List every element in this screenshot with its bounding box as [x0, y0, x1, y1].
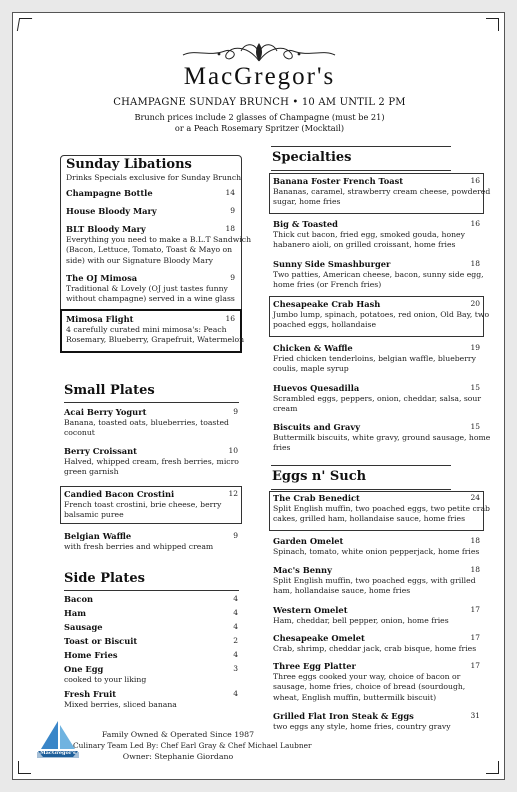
libations-title: Sunday Libations [66, 157, 192, 172]
corner-ornament [18, 761, 31, 774]
menu-item-name: Big & Toasted [273, 219, 338, 229]
restaurant-name: MacGregor's [183, 63, 336, 90]
menu-item-desc: Banana, toasted oats, blueberries, toasted coconut [64, 418, 229, 438]
menu-item-desc: Jumbo lump, spinach, potatoes, red onion, Old Bay, two poached eggs, hollandaise [273, 310, 490, 330]
section-divider [64, 402, 239, 403]
menu-item-price: 15 [470, 383, 480, 392]
menu-item-desc: 4 carefully curated mini mimosa's: Peach Rosemary, Blueberry, Grapefruit, Watermelon [66, 325, 245, 345]
menu-item-desc: Crab, shrimp, cheddar jack, crab bisque, home fries [273, 644, 477, 653]
section-divider [271, 465, 451, 466]
menu-item-name: Sunny Side Smashburger [273, 259, 391, 269]
menu-item-name: Champagne Bottle [66, 188, 153, 198]
footer-line: Culinary Team Led By: Chef Earl Gray & Chef Michael Laubner [73, 741, 312, 750]
menu-item-name: Chicken & Waffle [273, 343, 353, 353]
menu-item-price: 24 [470, 493, 480, 502]
menu-item-price: 4 [233, 622, 238, 631]
menu-item-desc: Two patties, American cheese, bacon, sunny side egg, home fries (or French fries) [273, 270, 484, 290]
menu-item-name: Western Omelet [273, 605, 348, 615]
brunch-subtitle: CHAMPAGNE SUNDAY BRUNCH • 10 AM UNTIL 2 PM [113, 97, 406, 108]
menu-item-price: 9 [233, 407, 238, 416]
menu-item-name: Mac's Benny [273, 565, 332, 575]
menu-item-desc: Three eggs cooked your way, choice of bacon or sausage, home fries, choice of bread (sourdough, wheat, English muffin, buttermilk biscuit) [273, 672, 466, 702]
menu-item-name: Mimosa Flight [66, 314, 134, 324]
menu-item-price: 4 [233, 650, 238, 659]
menu-item-desc: Split English muffin, two poached eggs, two petite crab cakes, grilled ham, hollandaise sauce, home fries [273, 504, 490, 524]
menu-item-price: 17 [470, 633, 480, 642]
menu-item-price: 10 [228, 446, 238, 455]
libations-subtitle: Drinks Specials exclusive for Sunday Brunch [66, 173, 242, 182]
footer-line: Owner: Stephanie Giordano [122, 752, 234, 761]
menu-item-name: Candied Bacon Crostini [64, 489, 175, 499]
menu-item-name: Biscuits and Gravy [273, 422, 361, 432]
menu-item-price: 15 [470, 422, 480, 431]
menu-page [12, 12, 505, 780]
menu-item-name: Bacon [64, 594, 94, 604]
menu-item-price: 3 [233, 664, 238, 673]
menu-item-desc: two eggs any style, home fries, country gravy [273, 722, 451, 731]
side-plates-title: Side Plates [64, 571, 145, 586]
menu-item-price: 4 [233, 689, 238, 698]
menu-item-desc: Fried chicken tenderloins, belgian waffle, blueberry coulis, maple syrup [273, 354, 476, 374]
menu-item-desc: Scrambled eggs, peppers, onion, cheddar, salsa, sour cream [273, 394, 482, 414]
menu-item-price: 17 [470, 605, 480, 614]
menu-item-price: 20 [470, 299, 480, 308]
menu-item-desc: cooked to your liking [64, 675, 147, 684]
menu-item-price: 9 [230, 206, 235, 215]
menu-item-price: 12 [228, 489, 238, 498]
menu-item-name: Chesapeake Omelet [273, 633, 365, 643]
menu-item-name: Chesapeake Crab Hash [273, 299, 381, 309]
menu-item-name: Three Egg Platter [273, 661, 356, 671]
menu-item-price: 18 [470, 259, 480, 268]
menu-item-price: 2 [233, 636, 238, 645]
section-divider [271, 170, 451, 171]
menu-item-name: The OJ Mimosa [66, 273, 138, 283]
menu-item-name: Acai Berry Yogurt [64, 407, 147, 417]
menu-item-price: 18 [470, 536, 480, 545]
menu-item-name: One Egg [64, 664, 104, 674]
menu-item-price: 4 [233, 594, 238, 603]
menu-item-name: Toast or Biscuit [64, 636, 138, 646]
menu-item-desc: Traditional & Lovely (OJ just tastes funny without champagne) served in a wine glass [66, 284, 235, 304]
specialties-title: Specialties [272, 150, 352, 165]
footer-line: Family Owned & Operated Since 1987 [101, 730, 255, 739]
menu-item-name: The Crab Benedict [273, 493, 360, 503]
menu-item-desc: Ham, cheddar, bell pepper, onion, home fries [273, 616, 449, 625]
menu-item-price: 17 [470, 661, 480, 670]
menu-item-desc: Thick cut bacon, fried egg, smoked gouda, honey habanero aioli, on grilled croissant, home fries [273, 230, 465, 250]
flourish-ornament-icon [179, 39, 339, 63]
menu-item-name: Fresh Fruit [64, 689, 117, 699]
menu-item-name: BLT Bloody Mary [66, 224, 146, 234]
corner-ornament [486, 18, 499, 31]
menu-item-name: Huevos Quesadilla [273, 383, 360, 393]
corner-ornament [486, 761, 499, 774]
menu-item-name: House Bloody Mary [66, 206, 157, 216]
logo-text: MacGregor's [40, 750, 76, 756]
menu-item-name: Berry Croissant [64, 446, 137, 456]
menu-item-desc: Spinach, tomato, white onion pepperjack, home fries [273, 547, 480, 556]
section-divider [271, 146, 451, 147]
menu-item-price: 18 [470, 565, 480, 574]
price-note: Brunch prices include 2 glasses of Champagne (must be 21) [134, 112, 385, 122]
menu-item-name: Ham [64, 608, 86, 618]
menu-item-price: 9 [230, 273, 235, 282]
menu-item-desc: Split English muffin, two poached eggs, with grilled ham, hollandaise sauce, home fries [273, 576, 476, 596]
menu-item-desc: Buttermilk biscuits, white gravy, ground sausage, home fries [273, 433, 491, 453]
menu-item-desc: Everything you need to make a B.L.T Sandwich (Bacon, Lettuce, Tomato, Toast & Mayo on side) with our Signature Bloody Mary [66, 235, 252, 265]
section-divider [271, 489, 451, 490]
menu-item-desc: Halved, whipped cream, fresh berries, micro green garnish [64, 457, 239, 477]
menu-item-price: 16 [225, 314, 235, 323]
menu-item-name: Banana Foster French Toast [273, 176, 404, 186]
price-note: or a Peach Rosemary Spritzer (Mocktail) [174, 123, 345, 133]
menu-item-price: 4 [233, 608, 238, 617]
menu-item-name: Home Fries [64, 650, 118, 660]
menu-item-price: 9 [233, 531, 238, 540]
menu-item-name: Sausage [64, 622, 103, 632]
menu-item-name: Belgian Waffle [64, 531, 132, 541]
eggs-title: Eggs n' Such [272, 469, 367, 484]
menu-item-price: 16 [470, 219, 480, 228]
menu-item-desc: Mixed berries, sliced banana [64, 700, 177, 709]
small-plates-title: Small Plates [64, 383, 155, 398]
menu-item-price: 18 [225, 224, 235, 233]
menu-item-price: 16 [470, 176, 480, 185]
menu-item-name: Garden Omelet [273, 536, 344, 546]
menu-item-price: 19 [470, 343, 480, 352]
menu-item-desc: with fresh berries and whipped cream [64, 542, 214, 551]
menu-item-name: Grilled Flat Iron Steak & Eggs [273, 711, 414, 721]
corner-ornament [17, 18, 32, 31]
menu-item-desc: French toast crostini, brie cheese, berry balsamic puree [64, 500, 222, 520]
menu-item-desc: Bananas, caramel, strawberry cream cheese, powdered sugar, home fries [273, 187, 491, 207]
menu-item-price: 14 [225, 188, 235, 197]
menu-item-price: 31 [470, 711, 480, 720]
section-divider [64, 590, 239, 591]
